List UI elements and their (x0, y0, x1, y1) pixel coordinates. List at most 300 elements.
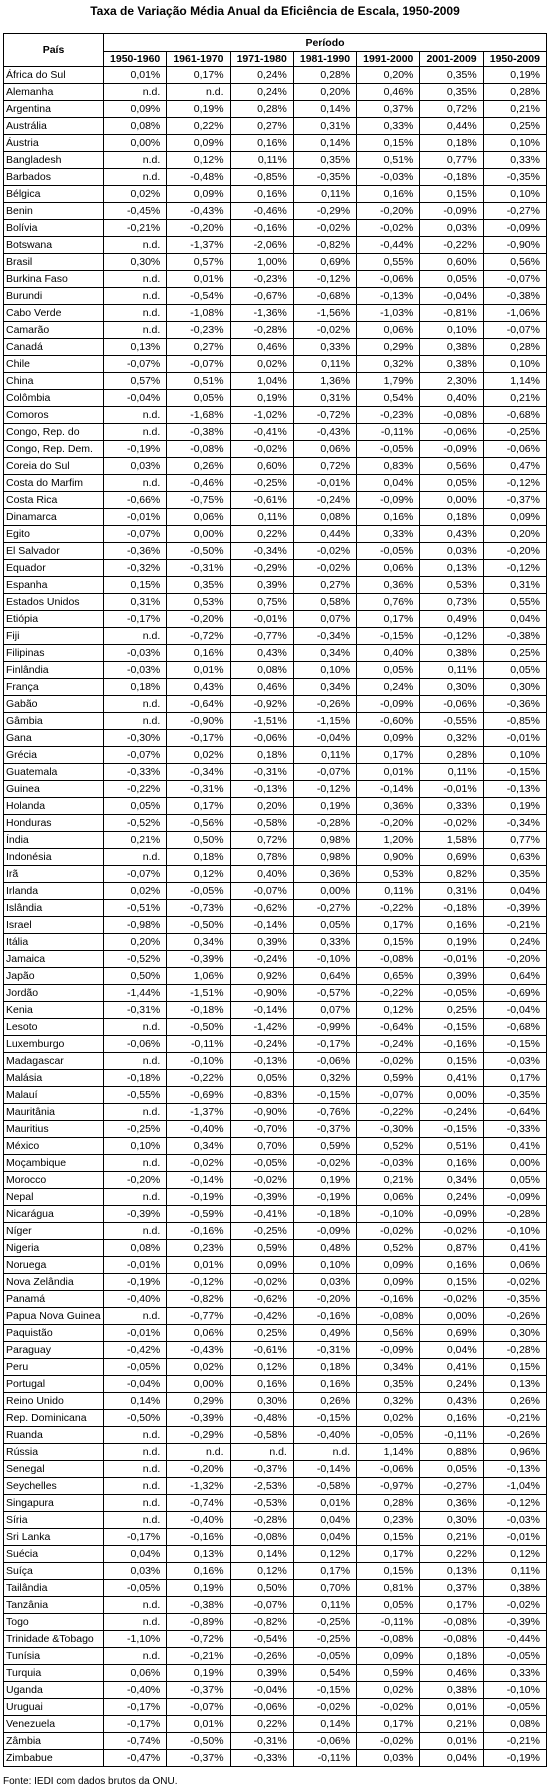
value-cell: 0,34% (420, 1172, 483, 1189)
value-cell: 0,46% (357, 84, 420, 101)
value-cell: 0,09% (167, 186, 230, 203)
country-cell: Nepal (4, 1189, 104, 1206)
table-row (4, 475, 547, 492)
value-cell: 0,14% (230, 1546, 293, 1563)
value-cell: 0,82% (420, 866, 483, 883)
value-cell: 0,36% (293, 866, 356, 883)
value-cell: 0,23% (357, 1512, 420, 1529)
value-cell: 0,21% (357, 1172, 420, 1189)
value-cell: -0,20% (293, 1291, 356, 1308)
table-row (4, 1699, 547, 1716)
period-column-header: 1961-1970 (167, 52, 230, 67)
country-cell: Canadá (4, 339, 104, 356)
value-cell: 0,00% (420, 1308, 483, 1325)
value-cell: 0,28% (357, 1495, 420, 1512)
country-cell: Equador (4, 560, 104, 577)
value-cell: 0,26% (167, 458, 230, 475)
value-cell: -0,33% (483, 1121, 546, 1138)
value-cell: 0,09% (357, 1257, 420, 1274)
country-cell: Filipinas (4, 645, 104, 662)
value-cell: 0,36% (357, 577, 420, 594)
value-cell: 0,02% (167, 1359, 230, 1376)
value-cell: 0,06% (167, 509, 230, 526)
value-cell: 0,02% (230, 356, 293, 373)
value-cell: 0,28% (483, 84, 546, 101)
value-cell: 0,08% (104, 118, 167, 135)
value-cell: 0,27% (230, 118, 293, 135)
table-row (4, 509, 547, 526)
country-cell: Madagascar (4, 1053, 104, 1070)
value-cell: 0,01% (420, 1699, 483, 1716)
value-cell: -0,55% (420, 713, 483, 730)
value-cell: 0,30% (420, 1512, 483, 1529)
value-cell: 0,60% (420, 254, 483, 271)
value-cell: 0,00% (420, 492, 483, 509)
value-cell: -0,60% (357, 713, 420, 730)
table-row (4, 67, 547, 84)
value-cell: -0,35% (483, 1087, 546, 1104)
value-cell: -0,64% (357, 1019, 420, 1036)
value-cell: 0,01% (293, 1495, 356, 1512)
table-row (4, 101, 547, 118)
value-cell: 0,20% (357, 67, 420, 84)
data-table-container (3, 33, 547, 1767)
value-cell: -2,53% (230, 1478, 293, 1495)
value-cell: -0,50% (167, 917, 230, 934)
value-cell: -0,33% (104, 764, 167, 781)
value-cell: -0,29% (230, 560, 293, 577)
country-cell: Indonésia (4, 849, 104, 866)
value-cell: -0,33% (230, 1750, 293, 1767)
value-cell: -0,89% (167, 1614, 230, 1631)
value-cell: -0,66% (104, 492, 167, 509)
value-cell: 0,52% (357, 1138, 420, 1155)
value-cell: -0,02% (230, 1172, 293, 1189)
value-cell: -1,10% (104, 1631, 167, 1648)
value-cell: -0,36% (483, 696, 546, 713)
value-cell: 0,04% (420, 1342, 483, 1359)
value-cell: 0,04% (293, 1529, 356, 1546)
table-row (4, 1053, 547, 1070)
value-cell: 0,13% (420, 1563, 483, 1580)
value-cell: -0,28% (230, 322, 293, 339)
country-cell: Gabão (4, 696, 104, 713)
value-cell: -0,16% (167, 1529, 230, 1546)
value-cell: 0,13% (104, 339, 167, 356)
table-row (4, 781, 547, 798)
value-cell: 0,33% (293, 934, 356, 951)
table-row (4, 730, 547, 747)
value-cell: -0,30% (357, 1121, 420, 1138)
value-cell: 0,34% (357, 1359, 420, 1376)
value-cell: 0,41% (483, 1138, 546, 1155)
value-cell: -0,83% (230, 1087, 293, 1104)
value-cell: 0,59% (357, 1665, 420, 1682)
page-title: Taxa de Variação Média Anual da Eficiência de Escala, 1950-2009 (90, 4, 460, 18)
value-cell: -0,32% (104, 560, 167, 577)
value-cell: -0,06% (293, 1053, 356, 1070)
value-cell: -0,46% (167, 475, 230, 492)
table-row (4, 1733, 547, 1750)
value-cell: -0,92% (230, 696, 293, 713)
table-row (4, 322, 547, 339)
country-cell: Irlanda (4, 883, 104, 900)
country-cell: Índia (4, 832, 104, 849)
table-row (4, 1291, 547, 1308)
country-cell: México (4, 1138, 104, 1155)
table-row (4, 798, 547, 815)
value-cell: -0,09% (483, 1189, 546, 1206)
value-cell: -0,03% (483, 1512, 546, 1529)
value-cell: 0,15% (357, 1563, 420, 1580)
value-cell: -0,46% (230, 203, 293, 220)
value-cell: 0,24% (483, 934, 546, 951)
value-cell: -0,21% (167, 1648, 230, 1665)
country-cell: Burkina Faso (4, 271, 104, 288)
value-cell: -0,02% (230, 1274, 293, 1291)
value-cell: -0,48% (230, 1410, 293, 1427)
country-cell: Zâmbia (4, 1733, 104, 1750)
table-row (4, 1189, 547, 1206)
value-cell: -0,25% (230, 1223, 293, 1240)
table-row (4, 135, 547, 152)
value-cell: -0,27% (420, 1478, 483, 1495)
value-cell: -0,05% (167, 883, 230, 900)
value-cell: -0,72% (167, 628, 230, 645)
table-row (4, 1240, 547, 1257)
value-cell: -0,03% (104, 645, 167, 662)
value-cell: 0,49% (420, 611, 483, 628)
value-cell: 0,06% (357, 560, 420, 577)
value-cell: 0,25% (230, 1325, 293, 1342)
value-cell: 1,58% (420, 832, 483, 849)
table-row (4, 424, 547, 441)
value-cell: -0,31% (167, 781, 230, 798)
value-cell: -0,50% (167, 1019, 230, 1036)
value-cell: -0,04% (420, 288, 483, 305)
value-cell: 0,30% (483, 679, 546, 696)
value-cell: -0,37% (293, 1121, 356, 1138)
country-cell: Dinamarca (4, 509, 104, 526)
value-cell: -0,09% (420, 441, 483, 458)
table-row (4, 900, 547, 917)
value-cell: -0,07% (293, 764, 356, 781)
value-cell: 0,33% (357, 526, 420, 543)
table-row (4, 951, 547, 968)
value-cell: -0,10% (357, 1206, 420, 1223)
value-cell: -0,07% (167, 1699, 230, 1716)
value-cell: n.d. (104, 1444, 167, 1461)
value-cell: -0,69% (167, 1087, 230, 1104)
table-row (4, 220, 547, 237)
value-cell: 0,19% (167, 101, 230, 118)
value-cell: 0,41% (420, 1070, 483, 1087)
value-cell: 0,13% (483, 1376, 546, 1393)
value-cell: -0,06% (104, 1036, 167, 1053)
table-row (4, 866, 547, 883)
value-cell: -0,90% (230, 985, 293, 1002)
value-cell: 0,19% (293, 798, 356, 815)
value-cell: 0,18% (420, 135, 483, 152)
value-cell: n.d. (104, 628, 167, 645)
country-cell: Moçambique (4, 1155, 104, 1172)
table-row (4, 1019, 547, 1036)
efficiency-table (3, 33, 547, 1767)
value-cell: -0,17% (104, 611, 167, 628)
value-cell: 0,00% (167, 1376, 230, 1393)
value-cell: 0,70% (230, 1138, 293, 1155)
value-cell: 0,32% (293, 1070, 356, 1087)
country-cell: Cabo Verde (4, 305, 104, 322)
value-cell: -0,12% (483, 475, 546, 492)
value-cell: 0,10% (293, 662, 356, 679)
value-cell: -0,25% (293, 1631, 356, 1648)
table-row (4, 696, 547, 713)
value-cell: -1,15% (293, 713, 356, 730)
value-cell: -0,15% (483, 1036, 546, 1053)
value-cell: -0,02% (293, 560, 356, 577)
value-cell: 0,43% (230, 645, 293, 662)
value-cell: 0,22% (420, 1546, 483, 1563)
value-cell: 0,35% (167, 577, 230, 594)
value-cell: -0,08% (420, 1631, 483, 1648)
value-cell: -0,15% (293, 1682, 356, 1699)
country-cell: Noruega (4, 1257, 104, 1274)
value-cell: -0,17% (104, 1716, 167, 1733)
value-cell: 0,00% (167, 526, 230, 543)
value-cell: -1,68% (167, 407, 230, 424)
value-cell: 0,90% (357, 849, 420, 866)
value-cell: -0,19% (293, 1189, 356, 1206)
table-row (4, 152, 547, 169)
table-row (4, 849, 547, 866)
value-cell: 0,26% (293, 1393, 356, 1410)
value-cell: -0,15% (293, 1410, 356, 1427)
value-cell: 0,02% (104, 883, 167, 900)
value-cell: -0,07% (230, 883, 293, 900)
value-cell: -0,25% (293, 1614, 356, 1631)
value-cell: -0,14% (167, 1172, 230, 1189)
value-cell: -0,40% (167, 1121, 230, 1138)
value-cell: -0,07% (104, 747, 167, 764)
value-cell: 0,04% (420, 1750, 483, 1767)
value-cell: 0,04% (357, 475, 420, 492)
value-cell: -0,05% (483, 1699, 546, 1716)
value-cell: -0,29% (293, 203, 356, 220)
value-cell: -0,98% (104, 917, 167, 934)
value-cell: 0,59% (293, 1138, 356, 1155)
value-cell: 0,19% (483, 798, 546, 815)
value-cell: 0,30% (230, 1393, 293, 1410)
value-cell: 0,14% (104, 1393, 167, 1410)
value-cell: -0,43% (167, 1342, 230, 1359)
value-cell: n.d. (104, 152, 167, 169)
value-cell: -0,05% (357, 1427, 420, 1444)
value-cell: 0,32% (357, 356, 420, 373)
value-cell: 0,12% (357, 1002, 420, 1019)
value-cell: 0,39% (230, 577, 293, 594)
table-row (4, 441, 547, 458)
value-cell: 0,98% (293, 832, 356, 849)
value-cell: -0,25% (483, 424, 546, 441)
value-cell: -0,28% (483, 1342, 546, 1359)
value-cell: 0,12% (230, 1563, 293, 1580)
value-cell: 0,16% (230, 135, 293, 152)
value-cell: 0,05% (420, 271, 483, 288)
value-cell: 0,10% (420, 322, 483, 339)
table-row (4, 832, 547, 849)
value-cell: 0,05% (293, 917, 356, 934)
value-cell: -0,22% (357, 1104, 420, 1121)
value-cell: 0,51% (167, 373, 230, 390)
value-cell: 0,11% (230, 152, 293, 169)
value-cell: 0,15% (104, 577, 167, 594)
value-cell: 0,76% (357, 594, 420, 611)
value-cell: 0,00% (293, 883, 356, 900)
table-row (4, 288, 547, 305)
value-cell: -0,11% (167, 1036, 230, 1053)
value-cell: 0,19% (293, 1172, 356, 1189)
value-cell: -0,02% (293, 1699, 356, 1716)
value-cell: 0,17% (357, 917, 420, 934)
table-row (4, 1614, 547, 1631)
value-cell: 0,69% (420, 1325, 483, 1342)
value-cell: 0,59% (230, 1240, 293, 1257)
value-cell: 0,19% (483, 67, 546, 84)
value-cell: 0,17% (167, 67, 230, 84)
country-cell: Suíça (4, 1563, 104, 1580)
value-cell: -0,58% (230, 1427, 293, 1444)
value-cell: -0,45% (104, 203, 167, 220)
value-cell: 2,30% (420, 373, 483, 390)
value-cell: 0,21% (483, 390, 546, 407)
value-cell: n.d. (104, 1495, 167, 1512)
country-cell: Gana (4, 730, 104, 747)
value-cell: 0,02% (357, 1682, 420, 1699)
value-cell: -0,75% (167, 492, 230, 509)
value-cell: -0,21% (483, 1733, 546, 1750)
value-cell: -0,20% (167, 220, 230, 237)
value-cell: -0,77% (230, 628, 293, 645)
value-cell: 0,96% (483, 1444, 546, 1461)
value-cell: 0,18% (230, 747, 293, 764)
value-cell: 0,36% (357, 798, 420, 815)
table-row (4, 883, 547, 900)
value-cell: -0,03% (357, 169, 420, 186)
value-cell: 0,44% (293, 526, 356, 543)
value-cell: -0,04% (104, 390, 167, 407)
value-cell: 0,13% (420, 560, 483, 577)
value-cell: 0,15% (420, 186, 483, 203)
country-cell: Congo, Rep. do (4, 424, 104, 441)
value-cell: -0,13% (230, 781, 293, 798)
value-cell: 0,70% (293, 1580, 356, 1597)
value-cell: -0,90% (167, 713, 230, 730)
country-cell: Peru (4, 1359, 104, 1376)
value-cell: 0,05% (420, 475, 483, 492)
value-cell: 0,46% (420, 1665, 483, 1682)
value-cell: 0,06% (357, 322, 420, 339)
value-cell: 0,09% (104, 101, 167, 118)
value-cell: 0,18% (420, 1648, 483, 1665)
value-cell: n.d. (104, 271, 167, 288)
value-cell: n.d. (104, 1223, 167, 1240)
value-cell: 0,03% (104, 1563, 167, 1580)
value-cell: -0,07% (104, 866, 167, 883)
value-cell: -0,26% (483, 1308, 546, 1325)
value-cell: -0,28% (293, 815, 356, 832)
value-cell: -0,61% (230, 1342, 293, 1359)
country-cell: Sri Lanka (4, 1529, 104, 1546)
value-cell: -1,42% (230, 1019, 293, 1036)
value-cell: -0,24% (230, 951, 293, 968)
value-cell: 0,04% (293, 1512, 356, 1529)
value-cell: -0,12% (483, 1495, 546, 1512)
value-cell: 0,09% (167, 135, 230, 152)
table-row (4, 1529, 547, 1546)
value-cell: -0,31% (230, 764, 293, 781)
country-cell: Holanda (4, 798, 104, 815)
value-cell: -0,16% (420, 1036, 483, 1053)
value-cell: 0,10% (293, 1257, 356, 1274)
value-cell: 0,22% (230, 1716, 293, 1733)
value-cell: -0,50% (167, 1733, 230, 1750)
value-cell: 0,16% (420, 1410, 483, 1427)
value-cell: 0,21% (420, 1716, 483, 1733)
value-cell: 0,13% (167, 1546, 230, 1563)
value-cell: -0,30% (104, 730, 167, 747)
value-cell: 0,18% (167, 849, 230, 866)
value-cell: n.d. (104, 1461, 167, 1478)
value-cell: 0,43% (420, 526, 483, 543)
value-cell: 0,88% (420, 1444, 483, 1461)
value-cell: -0,14% (230, 917, 293, 934)
value-cell: n.d. (167, 1444, 230, 1461)
value-cell: -0,12% (293, 271, 356, 288)
value-cell: 0,34% (167, 934, 230, 951)
value-cell: -0,14% (230, 1002, 293, 1019)
value-cell: -0,97% (357, 1478, 420, 1495)
country-cell: Etiópia (4, 611, 104, 628)
value-cell: 0,10% (104, 1138, 167, 1155)
value-cell: -1,03% (357, 305, 420, 322)
value-cell: 0,72% (230, 832, 293, 849)
table-row (4, 1750, 547, 1767)
table-row (4, 1206, 547, 1223)
value-cell: 0,15% (420, 1274, 483, 1291)
value-cell: -0,07% (104, 356, 167, 373)
value-cell: -0,38% (167, 424, 230, 441)
value-cell: -0,01% (293, 475, 356, 492)
value-cell: n.d. (104, 1019, 167, 1036)
country-cell: Rep. Dominicana (4, 1410, 104, 1427)
value-cell: -0,50% (104, 1410, 167, 1427)
value-cell: -0,85% (483, 713, 546, 730)
country-cell: Fiji (4, 628, 104, 645)
value-cell: -0,37% (230, 1461, 293, 1478)
table-row (4, 1087, 547, 1104)
value-cell: 1,00% (230, 254, 293, 271)
value-cell: -0,82% (293, 237, 356, 254)
value-cell: 0,64% (483, 968, 546, 985)
value-cell: -0,58% (230, 815, 293, 832)
value-cell: -0,08% (357, 1308, 420, 1325)
value-cell: -0,06% (420, 696, 483, 713)
table-row (4, 1716, 547, 1733)
value-cell: 0,16% (167, 1563, 230, 1580)
country-cell: Tailândia (4, 1580, 104, 1597)
country-cell: Tunísia (4, 1648, 104, 1665)
